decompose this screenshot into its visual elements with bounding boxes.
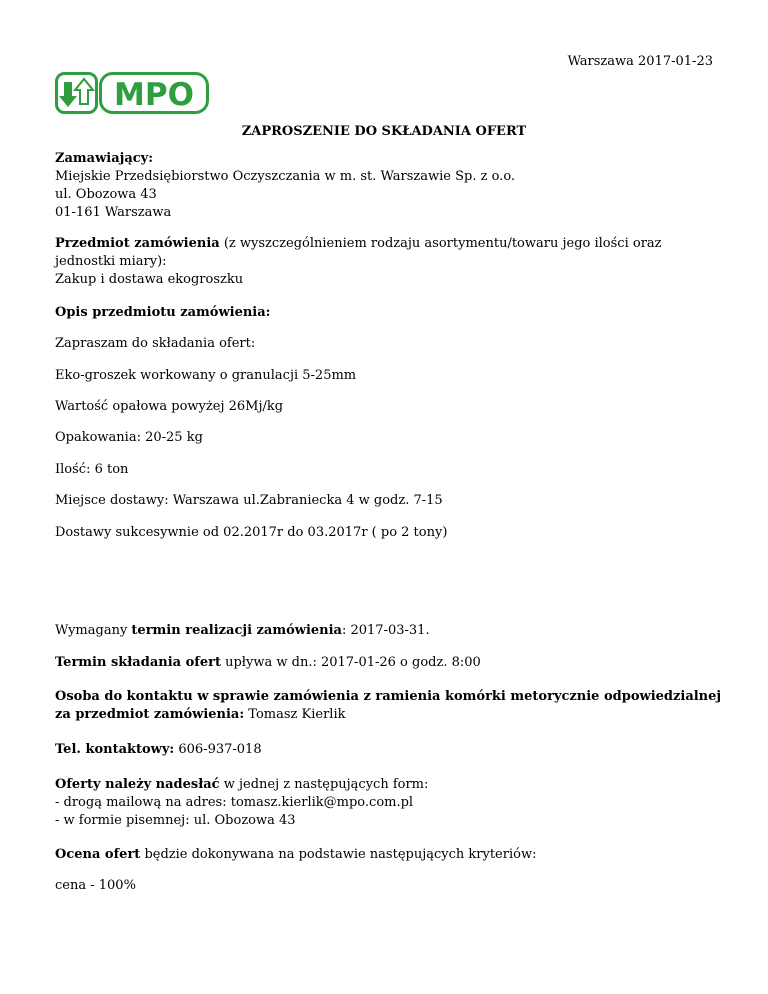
termin-realizacji-label: termin realizacji zamówienia	[131, 623, 342, 638]
opis-item: Ilość: 6 ton	[55, 462, 129, 477]
ocena-row	[55, 846, 725, 864]
logo-recycle-box	[57, 74, 97, 113]
opis-label-row	[55, 304, 725, 322]
przedmiot-desc: (z wyszczególnieniem rodzaju asortymentu/towaru jego ilości oraz	[219, 236, 662, 251]
oferty-email: - drogą mailową na adres: tomasz.kierlik@mpo.com.pl	[55, 795, 414, 810]
zamawiajacy-street: ul. Obozowa 43	[55, 187, 157, 202]
kontakt-section	[55, 688, 725, 724]
kontakt-label-2: za przedmiot zamówienia:	[55, 707, 245, 722]
opis-item: Opakowania: 20-25 kg	[55, 430, 203, 445]
oferty-address: - w formie pisemnej: ul. Obozowa 43	[55, 813, 296, 828]
opis-item: Wartość opałowa powyżej 26Mj/kg	[55, 399, 284, 414]
kontakt-label: Osoba do kontaktu w sprawie zamówienia z ramienia komórki metorycznie odpowiedzialnej	[55, 689, 722, 704]
oferty-section	[55, 776, 725, 830]
kontakt-person: Tomasz Kierlik	[244, 707, 346, 722]
opis-item: Dostawy sukcesywnie od 02.2017r do 03.2017r ( po 2 tony)	[55, 525, 448, 540]
oferty-label: Oferty należy nadesłać	[55, 777, 220, 792]
logo-text: MPO	[114, 77, 194, 113]
przedmiot-desc-2: jednostki miary):	[55, 254, 167, 269]
opis-item: Zapraszam do składania ofert:	[55, 336, 256, 351]
opis-label: Opis przedmiotu zamówienia:	[55, 305, 271, 320]
opis-item: Eko-groszek workowany o granulacji 5-25mm	[55, 368, 357, 383]
termin-skladania-label: Termin składania ofert	[55, 655, 221, 670]
ocena-value: będzie dokonywana na podstawie następujących kryteriów:	[140, 847, 537, 862]
termin-skladania-value: upływa w dn.: 2017-01-26 o godz. 8:00	[220, 655, 481, 670]
page-title: ZAPROSZENIE DO SKŁADANIA OFERT	[241, 124, 527, 139]
termin-realizacji-row	[55, 622, 725, 640]
opis-item: Miejsce dostawy: Warszawa ul.Zabraniecka 4 w godz. 7-15	[55, 493, 443, 508]
document-date: Warszawa 2017-01-23	[567, 54, 713, 69]
termin-realizacji-value: : 2017-03-31.	[341, 623, 430, 638]
zamawiajacy-section	[55, 150, 725, 222]
zamawiajacy-label: Zamawiający:	[55, 151, 154, 166]
oferty-value: w jednej z następujących form:	[219, 777, 429, 792]
telefon-row	[55, 741, 725, 759]
telefon-value: 606-937-018	[174, 742, 262, 757]
zamawiajacy-name: Miejskie Przedsiębiorstwo Oczyszczania w m. st. Warszawie Sp. z o.o.	[55, 169, 516, 184]
przedmiot-value: Zakup i dostawa ekogroszku	[55, 272, 244, 287]
termin-skladania-row	[55, 654, 725, 672]
mpo-logo	[55, 72, 209, 114]
przedmiot-section	[55, 235, 725, 289]
ocena-criterion: cena - 100%	[55, 878, 136, 893]
telefon-label: Tel. kontaktowy:	[55, 742, 175, 757]
termin-realizacji-prefix: Wymagany	[55, 623, 132, 638]
zamawiajacy-city: 01-161 Warszawa	[55, 205, 172, 220]
ocena-label: Ocena ofert	[55, 847, 141, 862]
przedmiot-label: Przedmiot zamówienia	[55, 236, 220, 251]
